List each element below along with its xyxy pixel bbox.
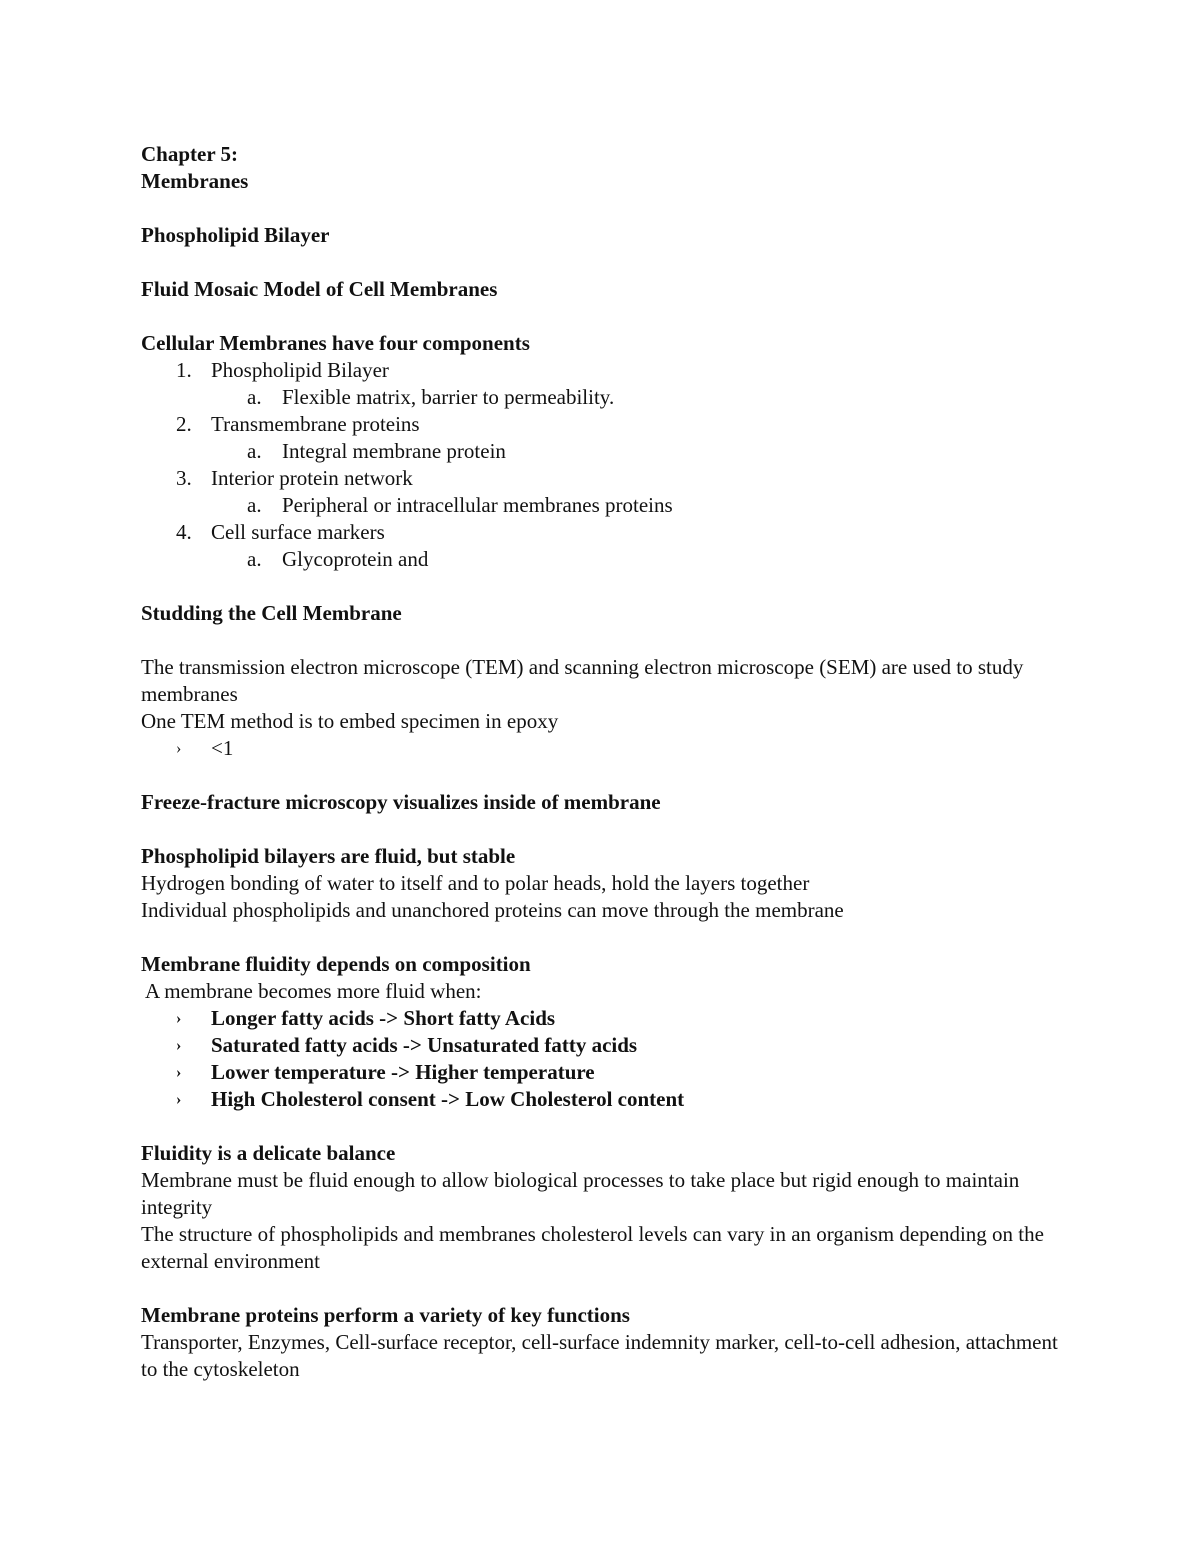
bullet-item <box>141 1059 1061 1086</box>
paragraph: Transporter, Enzymes, Cell-surface receptor, cell-surface indemnity marker, cell-to-cell adhesion, attachment to the cytoskeleton <box>141 1330 1058 1381</box>
list-item-label: Interior protein network <box>211 466 413 490</box>
list-item <box>141 465 1061 492</box>
list-subitem <box>141 438 1061 465</box>
list-number: 1. <box>176 358 192 382</box>
heading-fluidity-composition: Membrane fluidity depends on composition <box>141 952 531 976</box>
list-item-label: Transmembrane proteins <box>211 412 420 436</box>
chapter-title: Chapter 5: <box>141 142 239 166</box>
list-number: 3. <box>176 466 192 490</box>
list-number: a. <box>247 385 262 409</box>
heading-fluid-stable: Phospholipid bilayers are fluid, but stable <box>141 844 516 868</box>
list-subitem-label: Glycoprotein and <box>282 547 429 571</box>
heading-phospholipid-bilayer: Phospholipid Bilayer <box>141 223 330 247</box>
chevron-bullet-icon: › <box>176 1037 182 1054</box>
list-subitem <box>141 546 1061 573</box>
bullet-label: Lower temperature -> Higher temperature <box>211 1060 595 1084</box>
chapter-subtitle: Membranes <box>141 169 249 193</box>
list-item-label: Cell surface markers <box>211 520 385 544</box>
list-number: a. <box>247 547 262 571</box>
list-subitem-label: Integral membrane protein <box>282 439 506 463</box>
chevron-bullet-icon: › <box>176 1091 182 1108</box>
heading-studding: Studding the Cell Membrane <box>141 601 402 625</box>
paragraph: One TEM method is to embed specimen in epoxy <box>141 709 559 733</box>
list-subitem-label: Flexible matrix, barrier to permeability. <box>282 385 615 409</box>
bullet-item <box>141 1086 1061 1113</box>
components-list <box>141 357 1061 573</box>
heading-freeze-fracture: Freeze-fracture microscopy visualizes inside of membrane <box>141 790 661 814</box>
paragraph: The transmission electron microscope (TEM) and scanning electron microscope (SEM) are used to study membranes <box>141 655 1024 706</box>
list-subitem <box>141 384 1061 411</box>
paragraph: Membrane must be fluid enough to allow biological processes to take place but rigid enough to maintain integrity <box>141 1168 1020 1219</box>
list-subitem <box>141 492 1061 519</box>
chevron-bullet-icon: › <box>176 1064 182 1081</box>
bullet-item <box>141 1032 1061 1059</box>
heading-fluid-mosaic: Fluid Mosaic Model of Cell Membranes <box>141 277 498 301</box>
bullet-label: <1 <box>211 736 234 760</box>
paragraph: A membrane becomes more fluid when: <box>145 979 482 1003</box>
bullet-item <box>141 1005 1061 1032</box>
paragraph: Individual phospholipids and unanchored proteins can move through the membrane <box>141 898 844 922</box>
list-item <box>141 411 1061 438</box>
list-item-label: Phospholipid Bilayer <box>211 358 389 382</box>
list-item <box>141 519 1061 546</box>
paragraph: The structure of phospholipids and membranes cholesterol levels can vary in an organism depending on the external environment <box>141 1222 1044 1273</box>
bullet-label: Saturated fatty acids -> Unsaturated fatty acids <box>211 1033 638 1057</box>
bullet-item <box>141 735 1061 762</box>
chevron-bullet-icon: › <box>176 740 182 757</box>
document-page <box>141 141 1061 1383</box>
heading-membrane-proteins: Membrane proteins perform a variety of key functions <box>141 1303 630 1327</box>
bullet-label: Longer fatty acids -> Short fatty Acids <box>211 1006 556 1030</box>
list-number: a. <box>247 493 262 517</box>
heading-delicate-balance: Fluidity is a delicate balance <box>141 1141 396 1165</box>
bullet-label: High Cholesterol consent -> Low Cholesterol content <box>211 1087 685 1111</box>
chevron-bullet-icon: › <box>176 1010 182 1027</box>
list-number: 2. <box>176 412 192 436</box>
heading-components: Cellular Membranes have four components <box>141 331 530 355</box>
paragraph: Hydrogen bonding of water to itself and to polar heads, hold the layers together <box>141 871 810 895</box>
list-number: a. <box>247 439 262 463</box>
list-item <box>141 357 1061 384</box>
list-subitem-label: Peripheral or intracellular membranes proteins <box>282 493 673 517</box>
list-number: 4. <box>176 520 192 544</box>
